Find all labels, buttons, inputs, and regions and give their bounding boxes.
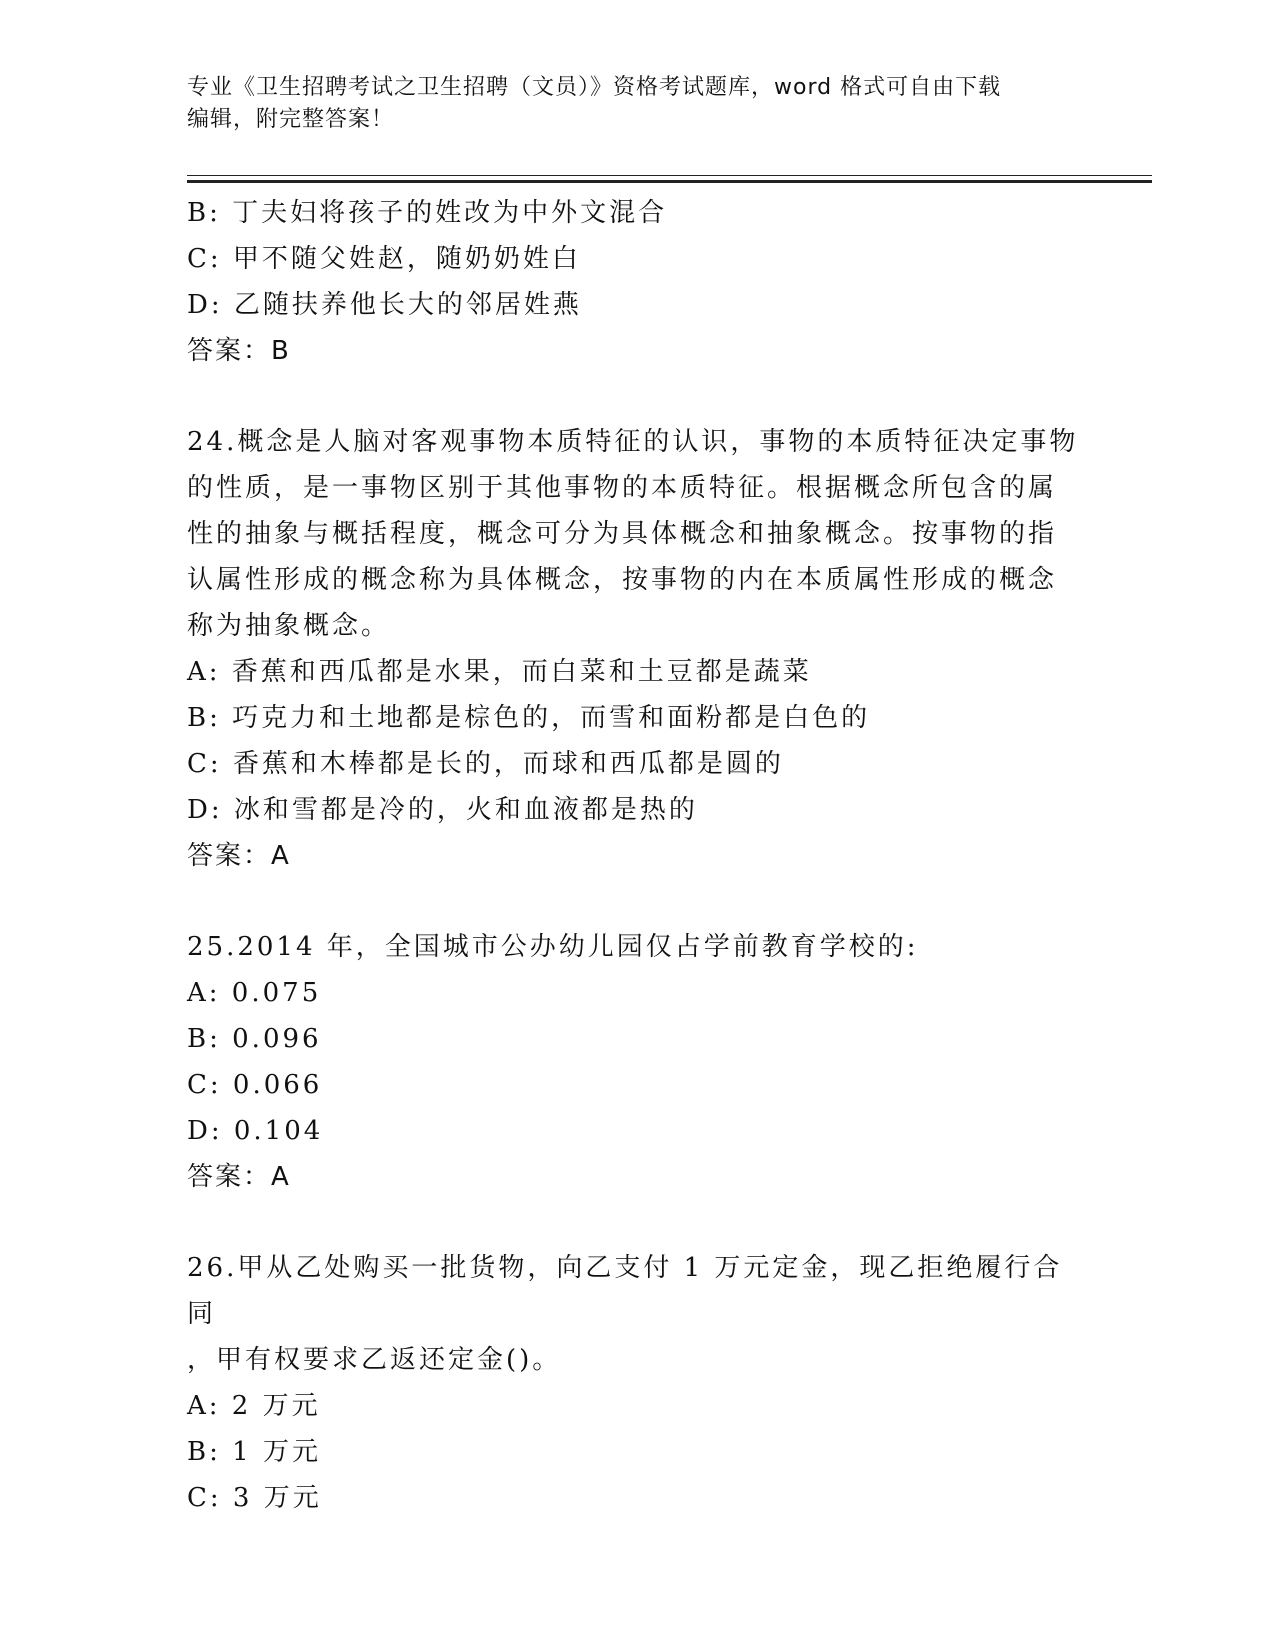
question-25 (187, 924, 1087, 1200)
option-d: D: 冰和雪都是冷的，火和血液都是热的 (187, 795, 698, 825)
question-stem: 24.概念是人脑对客观事物本质特征的认识，事物的本质特征决定事物 的性质，是一事物区别于其他事物的本质特征。根据概念所包含的属 性的抽象与概括程度，概念可分为具体概念和抽象概念。按事物的指 认属性形成的概念称为具体概念，按事物的内在本质属性形成的概念 称为抽象概念。 (187, 427, 1079, 641)
answer: 答案：A (187, 841, 291, 871)
question-stem: 25.2014 年，全国城市公办幼儿园仅占学前教育学校的: (187, 932, 919, 962)
option-d: D: 乙随扶养他长大的邻居姓燕 (187, 290, 582, 320)
question-list (187, 190, 1087, 1521)
option-c: C: 0.066 (187, 1070, 323, 1100)
answer: 答案：A (187, 1162, 291, 1192)
header-divider-thick (187, 180, 1152, 183)
question-26 (187, 1245, 1087, 1521)
question-23 (187, 190, 1087, 374)
option-b: B: 1 万元 (187, 1437, 321, 1467)
question-24 (187, 419, 1087, 879)
header-divider-thin (187, 175, 1152, 176)
option-a: A: 0.075 (187, 978, 322, 1008)
option-a: A: 2 万元 (187, 1391, 321, 1421)
option-a: A: 香蕉和西瓜都是水果，而白菜和土豆都是蔬菜 (187, 657, 812, 687)
header-line-1: 专业《卫生招聘考试之卫生招聘（文员）》资格考试题库，word 格式可自由下载 (187, 75, 1002, 100)
header-line-2: 编辑，附完整答案！ (187, 107, 395, 132)
answer: 答案：B (187, 336, 291, 366)
option-b: B: 丁夫妇将孩子的姓改为中外文混合 (187, 198, 668, 228)
option-d: D: 0.104 (187, 1116, 324, 1146)
option-b: B: 巧克力和土地都是棕色的，而雪和面粉都是白色的 (187, 703, 871, 733)
option-c: C: 甲不随父姓赵，随奶奶姓白 (187, 244, 581, 274)
option-c: C: 3 万元 (187, 1483, 322, 1513)
page-header (187, 72, 1087, 136)
question-stem: 26.甲从乙处购买一批货物，向乙支付 1 万元定金，现乙拒绝履行合同 ，甲有权要求乙返还定金()。 (187, 1253, 1063, 1375)
option-b: B: 0.096 (187, 1024, 322, 1054)
option-c: C: 香蕉和木棒都是长的，而球和西瓜都是圆的 (187, 749, 784, 779)
